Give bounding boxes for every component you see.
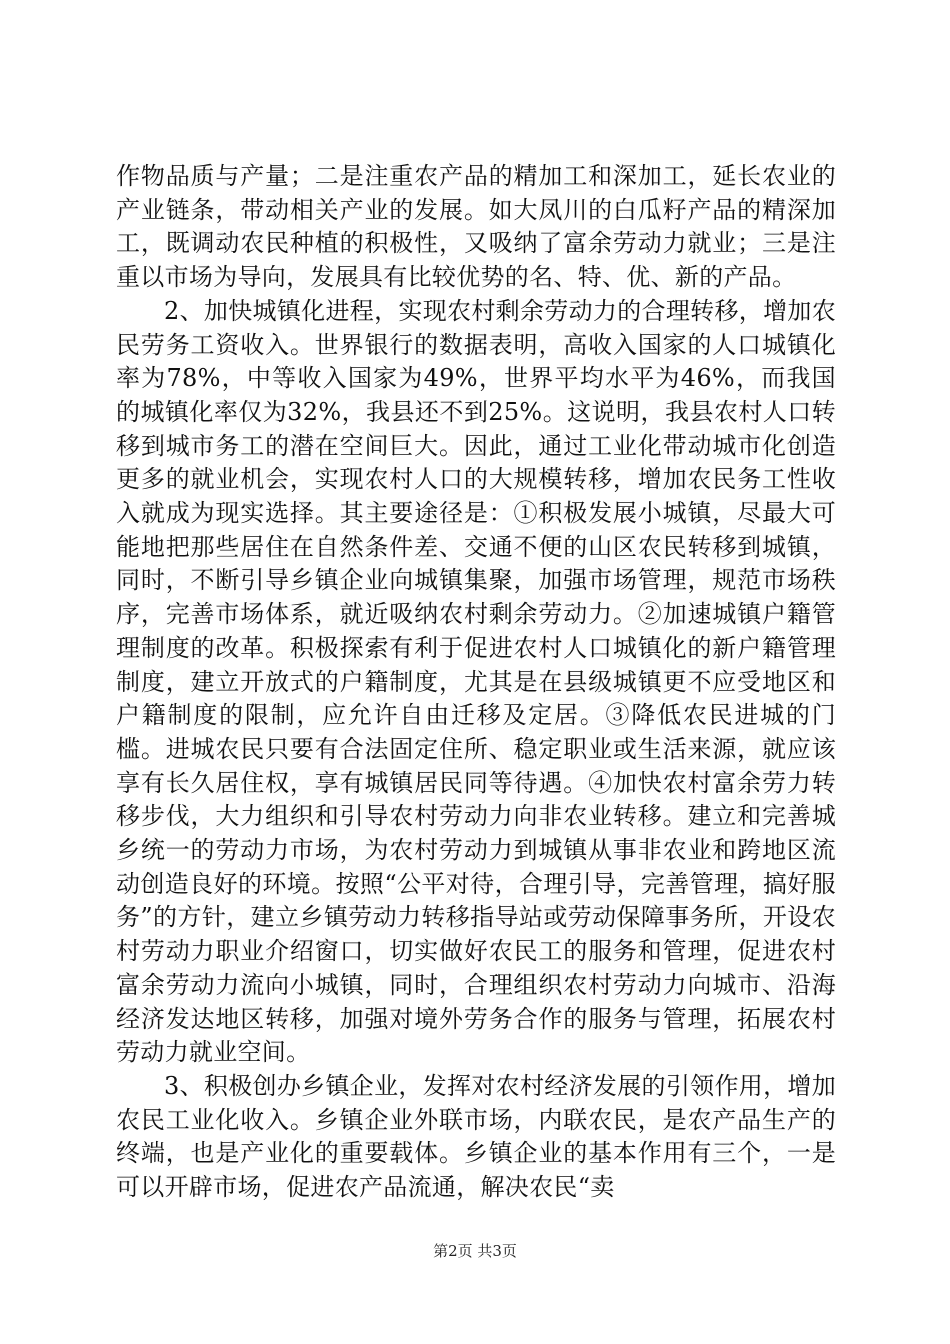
- paragraph-urbanization: 2、加快城镇化进程，实现农村剩余劳动力的合理转移，增加农民劳务工资收入。世界银行的数据表明，高收入国家的人口城镇化率为78%，中等收入国家为49%，世界平均水平为46%，而我国的城镇化率仅为32%，我县还不到25%。这说明，我县农村人口转移到城市务工的潜在空间巨大。因此，通过工业化带动城市化创造更多的就业机会，实现农村人口的大规模转移，增加农民务工性收入就成为现实选择。其主要途径是：①积极发展小城镇，尽最大可能地把那些居住在自然条件差、交通不便的山区农民转移到城镇，同时，不断引导乡镇企业向城镇集聚，加强市场管理，规范市场秩序，完善市场体系，就近吸纳农村剩余劳动力。②加速城镇户籍管理制度的改革。积极探索有利于促进农村人口城镇化的新户籍管理制度，建立开放式的户籍制度，尤其是在县级城镇更不应受地区和户籍制度的限制，应允许自由迁移及定居。③降低农民进城的门槛。进城农民只要有合法固定住所、稳定职业或生活来源，就应该享有长久居住权，享有城镇居民同等待遇。④加快农村富余劳力转移步伐，大力组织和引导农村劳动力向非农业转移。建立和完善城乡统一的劳动力市场，为农村劳动力到城镇从事非农业和跨地区流动创造良好的环境。按照“公平对待，合理引导，完善管理，搞好服务”的方针，建立乡镇劳动力转移指导站或劳动保障事务所，开设农村劳动力职业介绍窗口，切实做好农民工的服务和管理，促进农村富余劳动力流向小城镇，同时，合理组织农村劳动力向城市、沿海经济发达地区转移，加强对境外劳务合作的服务与管理，拓展农村劳动力就业空间。: [116, 296, 836, 1067]
- paragraph-continuation: 作物品质与产量；二是注重农产品的精加工和深加工，延长农业的产业链条，带动相关产业的发展。如大凤川的白瓜籽产品的精深加工，既调动农民种植的积极性，又吸纳了富余劳动力就业；三是注重以市场为导向，发展具有比较优势的名、特、优、新的产品。: [116, 162, 836, 292]
- paragraph-township-enterprises: 3、积极创办乡镇企业，发挥对农村经济发展的引领作用，增加农民工业化收入。乡镇企业外联市场，内联农民，是农产品生产的终端，也是产业化的重要载体。乡镇企业的基本作用有三个，一是可以开辟市场，促进农产品流通，解决农民“卖: [116, 1071, 836, 1202]
- document-body: [116, 160, 836, 1205]
- page-footer: 第2页 共3页: [433, 1242, 517, 1260]
